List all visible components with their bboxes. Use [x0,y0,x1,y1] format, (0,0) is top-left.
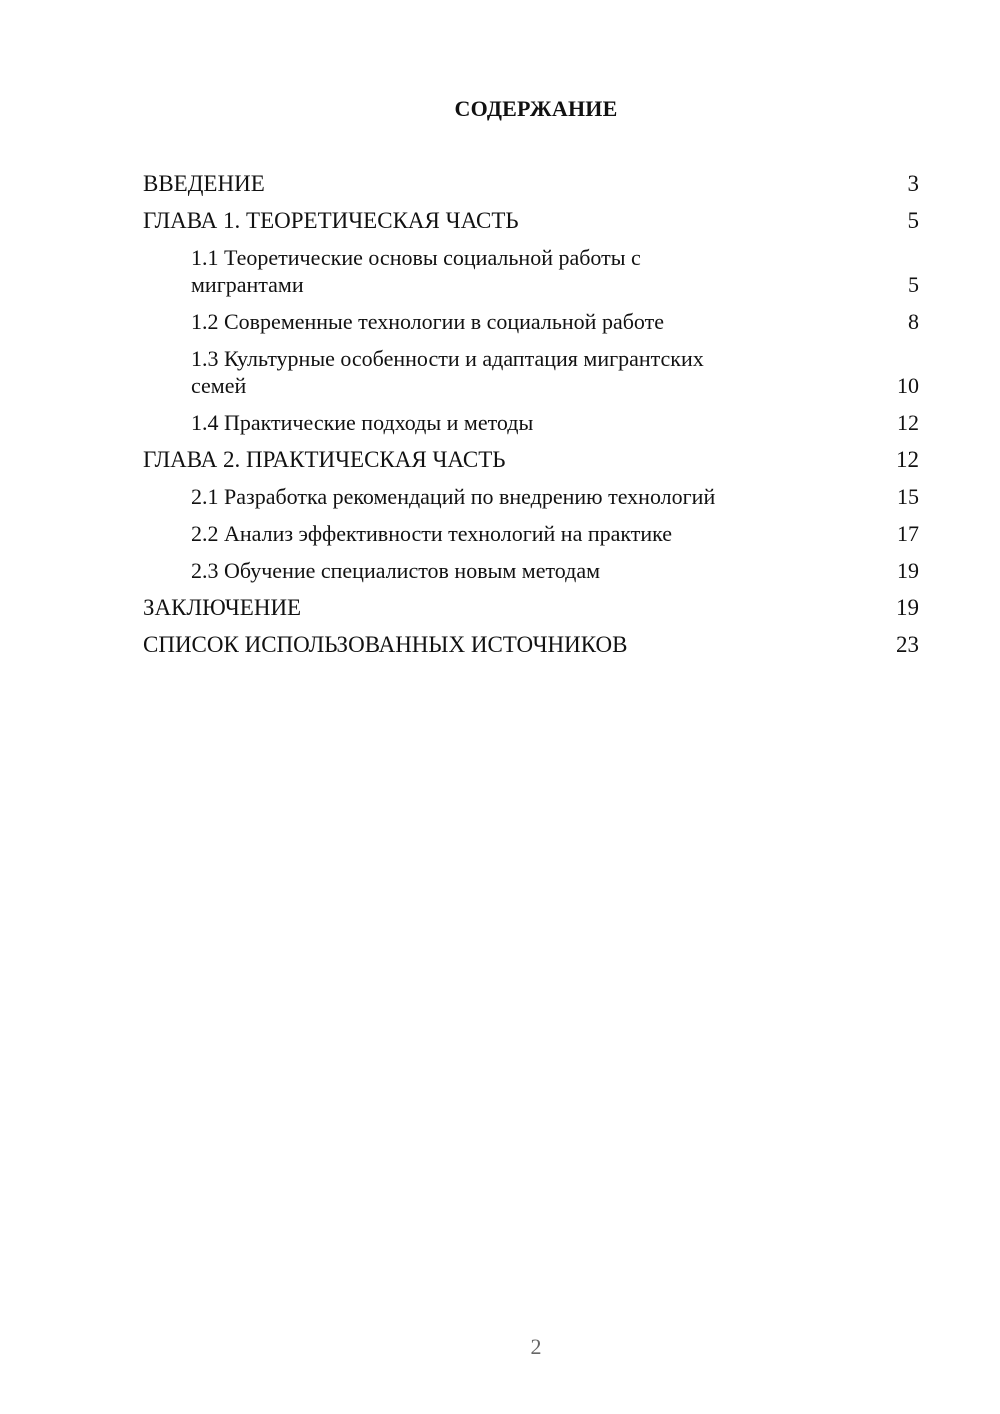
toc-entry-page: 15 [897,484,919,509]
toc-entry-label: 1.1 Теоретические основы социальной работы с мигрантами [191,245,641,297]
toc-entry-page: 3 [907,171,919,196]
toc-entry-page: 5 [907,208,919,233]
toc-entry-page: 12 [896,447,919,472]
toc-entry-page: 19 [897,558,919,583]
toc-entry-chapter-1[interactable] [143,207,919,234]
toc-entry-label: 2.3 Обучение специалистов новым методам [191,558,601,583]
toc-entry-label: 2.2 Анализ эффективности технологий на практике [191,521,673,546]
toc-entry-label: 2.1 Разработка рекомендаций по внедрению технологий [191,484,716,509]
toc-entry-page: 10 [897,373,919,398]
toc-entry-section-2-3[interactable] [143,557,919,584]
toc-entry-section-2-2[interactable] [143,520,919,547]
toc-entry-page: 23 [896,632,919,657]
toc-entry-label: ГЛАВА 1. ТЕОРЕТИЧЕСКАЯ ЧАСТЬ [143,208,519,233]
toc-entry-label: 1.4 Практические подходы и методы [191,410,534,435]
toc-entry-section-1-2[interactable] [143,308,919,335]
toc-entry-conclusion[interactable] [143,594,919,621]
toc-entry-page: 5 [908,272,919,297]
toc-entry-section-1-4[interactable] [143,409,919,436]
toc-entry-label: 1.3 Культурные особенности и адаптация мигрантских семей [191,346,704,398]
table-of-contents [143,170,919,668]
toc-entry-page: 19 [896,595,919,620]
toc-entry-page: 12 [897,410,919,435]
toc-entry-chapter-2[interactable] [143,446,919,473]
toc-entry-label: ГЛАВА 2. ПРАКТИЧЕСКАЯ ЧАСТЬ [143,447,506,472]
toc-entry-section-2-1[interactable] [143,483,919,510]
toc-entry-label: 1.2 Современные технологии в социальной работе [191,309,664,334]
toc-entry-references[interactable] [143,631,919,658]
toc-entry-introduction[interactable] [143,170,919,197]
toc-entry-section-1-3[interactable] [143,345,919,399]
toc-entry-label: ВВЕДЕНИЕ [143,171,265,196]
toc-entry-page: 8 [908,309,919,334]
toc-entry-section-1-1[interactable] [143,244,919,298]
page-number: 2 [530,1334,542,1359]
toc-entry-page: 17 [897,521,919,546]
toc-entry-label: ЗАКЛЮЧЕНИЕ [143,595,302,620]
page-title: СОДЕРЖАНИЕ [454,96,618,121]
toc-entry-label: СПИСОК ИСПОЛЬЗОВАННЫХ ИСТОЧНИКОВ [143,632,628,657]
